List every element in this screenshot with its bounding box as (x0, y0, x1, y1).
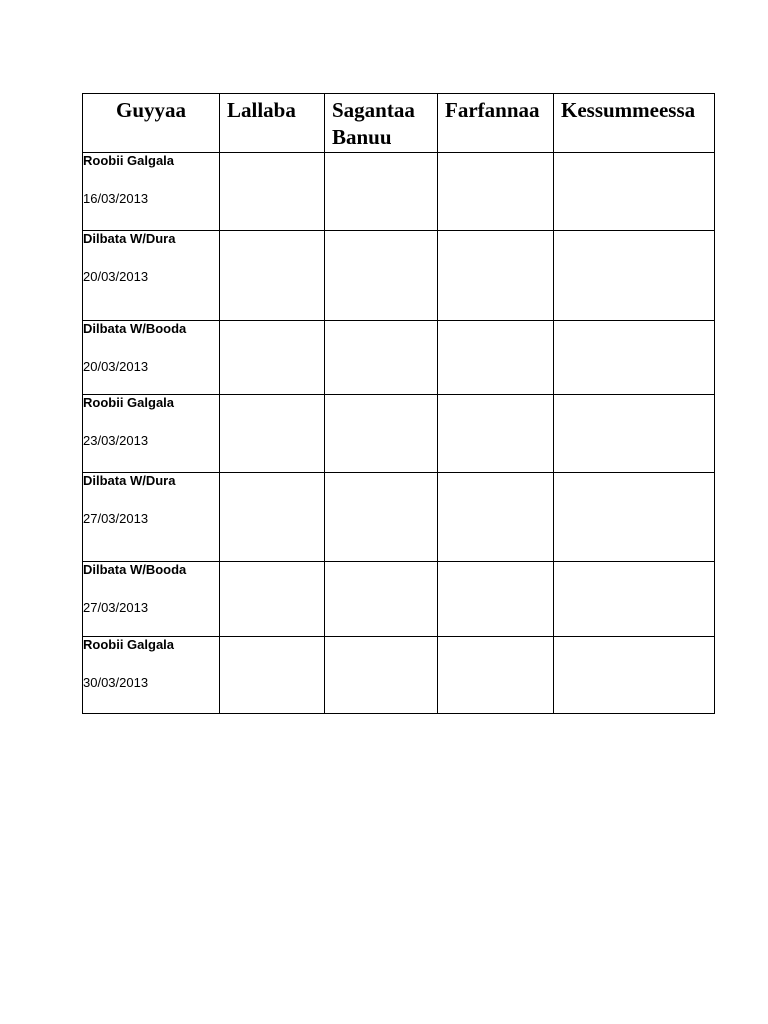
table-row (83, 395, 715, 473)
location-label: Roobii Galgala (83, 637, 175, 652)
header-lallaba (220, 94, 325, 153)
header-guyyaa (83, 94, 220, 153)
sagantaa-banuu-cell (325, 637, 438, 714)
date-label: 27/03/2013 (83, 600, 149, 615)
date-label: 30/03/2013 (83, 675, 149, 690)
sagantaa-banuu-cell (325, 395, 438, 473)
table-row (83, 562, 715, 637)
lallaba-cell (220, 562, 325, 637)
header-text-line2: Banuu (332, 125, 392, 149)
date-cell (83, 321, 220, 395)
date-cell (83, 395, 220, 473)
lallaba-cell (220, 637, 325, 714)
location-label: Dilbata W/Booda (83, 321, 187, 336)
location-label: Roobii Galgala (83, 153, 175, 168)
sagantaa-banuu-cell (325, 321, 438, 395)
location-label: Dilbata W/Dura (83, 473, 176, 488)
header-text: Guyyaa (115, 98, 186, 122)
kessummeessa-cell (554, 153, 715, 231)
date-cell (83, 562, 220, 637)
farfannaa-cell (438, 395, 554, 473)
farfannaa-cell (438, 562, 554, 637)
date-label: 20/03/2013 (83, 359, 149, 374)
date-cell (83, 153, 220, 231)
date-label: 16/03/2013 (83, 191, 149, 206)
location-label: Dilbata W/Booda (83, 562, 187, 577)
kessummeessa-cell (554, 321, 715, 395)
header-kessummeessa (554, 94, 715, 153)
lallaba-cell (220, 153, 325, 231)
farfannaa-cell (438, 153, 554, 231)
header-sagantaa-banuu (325, 94, 438, 153)
header-text: Farfannaa (445, 98, 540, 122)
table-row (83, 321, 715, 395)
kessummeessa-cell (554, 231, 715, 321)
kessummeessa-cell (554, 562, 715, 637)
kessummeessa-cell (554, 395, 715, 473)
date-label: 23/03/2013 (83, 433, 149, 448)
date-label: 27/03/2013 (83, 511, 149, 526)
kessummeessa-cell (554, 637, 715, 714)
sagantaa-banuu-cell (325, 473, 438, 562)
table-row (83, 153, 715, 231)
table-row (83, 231, 715, 321)
farfannaa-cell (438, 231, 554, 321)
date-cell (83, 473, 220, 562)
farfannaa-cell (438, 321, 554, 395)
sagantaa-banuu-cell (325, 562, 438, 637)
farfannaa-cell (438, 637, 554, 714)
schedule-table (82, 93, 715, 714)
date-label: 20/03/2013 (83, 269, 149, 284)
header-farfannaa (438, 94, 554, 153)
table-row (83, 473, 715, 562)
lallaba-cell (220, 231, 325, 321)
header-text: Sagantaa (332, 98, 415, 122)
lallaba-cell (220, 321, 325, 395)
header-text: Kessummeessa (561, 98, 696, 122)
table-row (83, 637, 715, 714)
farfannaa-cell (438, 473, 554, 562)
sagantaa-banuu-cell (325, 231, 438, 321)
lallaba-cell (220, 395, 325, 473)
header-row (83, 94, 715, 153)
lallaba-cell (220, 473, 325, 562)
location-label: Dilbata W/Dura (83, 231, 176, 246)
location-label: Roobii Galgala (83, 395, 175, 410)
date-cell (83, 231, 220, 321)
header-text: Lallaba (227, 98, 296, 122)
date-cell (83, 637, 220, 714)
sagantaa-banuu-cell (325, 153, 438, 231)
kessummeessa-cell (554, 473, 715, 562)
